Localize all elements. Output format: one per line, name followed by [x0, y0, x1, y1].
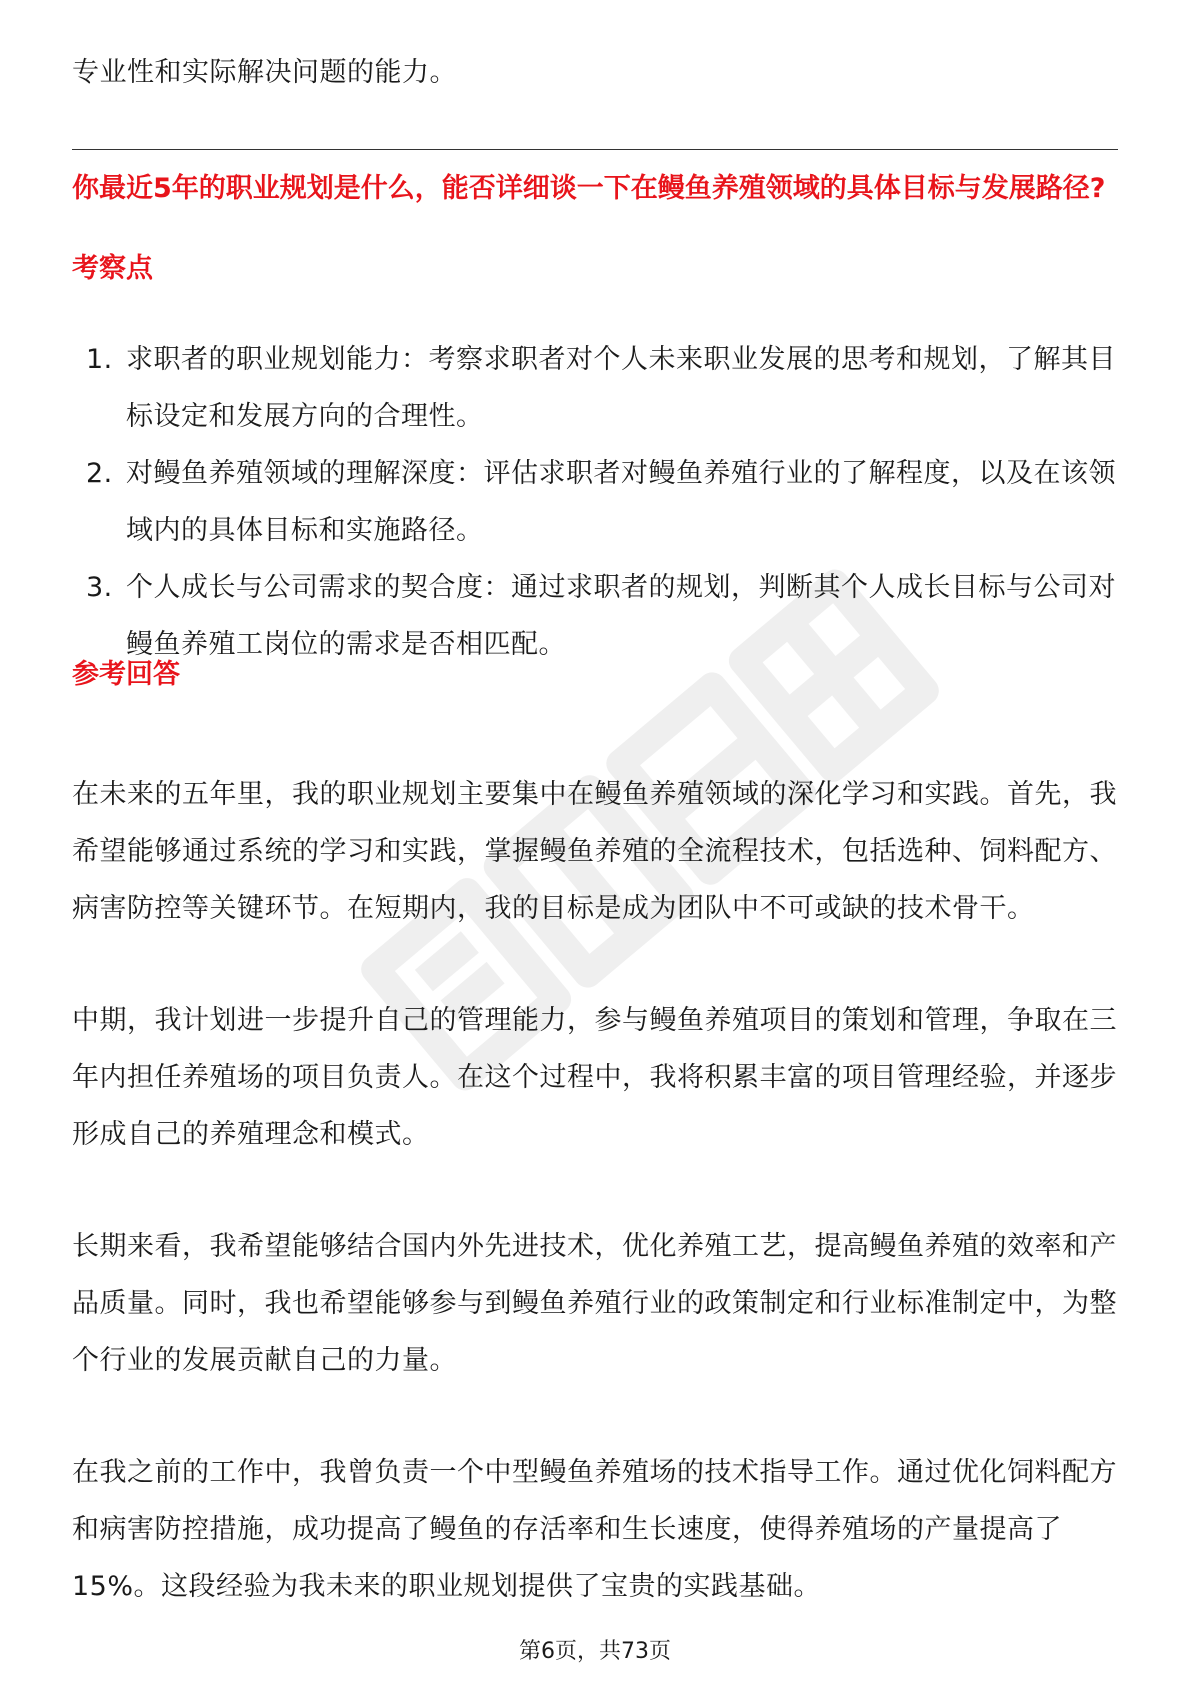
- reference-answer-heading: 参考回答: [72, 659, 180, 690]
- list-item-text: 个人成长与公司需求的契合度：通过求职者的规划，判断其个人成长目标与公司对鳗鱼养殖工岗位的需求是否相匹配。: [126, 572, 1116, 660]
- list-item-text: 求职者的职业规划能力：考察求职者对个人未来职业发展的思考和规划，了解其目标设定和发展方向的合理性。: [126, 344, 1116, 432]
- answer-paragraph: 在我之前的工作中，我曾负责一个中型鳗鱼养殖场的技术指导工作。通过优化饲料配方和病害防控措施，成功提高了鳗鱼的存活率和生长速度，使得养殖场的产量提高了15%。这段经验为我未来的职业规划提供了宝贵的实践基础。: [72, 1457, 1117, 1602]
- list-item: [72, 445, 1118, 559]
- list-number: 2.: [86, 458, 113, 489]
- answer-paragraph: 中期，我计划进一步提升自己的管理能力，参与鳗鱼养殖项目的策划和管理，争取在三年内担任养殖场的项目负责人。在这个过程中，我将积累丰富的项目管理经验，并逐步形成自己的养殖理念和模式。: [72, 1005, 1117, 1150]
- top-section: [72, 44, 1118, 101]
- list-item: [72, 559, 1118, 673]
- list-number: 1.: [86, 344, 113, 375]
- list-item-text: 对鳗鱼养殖领域的理解深度：评估求职者对鳗鱼养殖行业的了解程度，以及在该领域内的具体目标和实施路径。: [126, 458, 1116, 546]
- exam-points-heading: 考察点: [72, 253, 153, 284]
- top-paragraph: 专业性和实际解决问题的能力。: [72, 57, 457, 88]
- page-footer: 第6页，共73页: [519, 1639, 671, 1664]
- exam-points-list: [72, 331, 1118, 673]
- list-number: 3.: [86, 572, 113, 603]
- section-divider: [72, 149, 1118, 150]
- question-title: 你最近5年的职业规划是什么，能否详细谈一下在鳗鱼养殖领域的具体目标与发展路径?: [72, 173, 1106, 204]
- answer-paragraph: 在未来的五年里，我的职业规划主要集中在鳗鱼养殖领域的深化学习和实践。首先，我希望能够通过系统的学习和实践，掌握鳗鱼养殖的全流程技术，包括选种、饲料配方、病害防控等关键环节。在短期内，我的目标是成为团队中不可或缺的技术骨干。: [72, 779, 1117, 924]
- answer-paragraph: 长期来看，我希望能够结合国内外先进技术，优化养殖工艺，提高鳗鱼养殖的效率和产品质量。同时，我也希望能够参与到鳗鱼养殖行业的政策制定和行业标准制定中，为整个行业的发展贡献自己的力量。: [72, 1231, 1117, 1376]
- list-item: [72, 331, 1118, 445]
- reference-answer-body: [72, 766, 1118, 1670]
